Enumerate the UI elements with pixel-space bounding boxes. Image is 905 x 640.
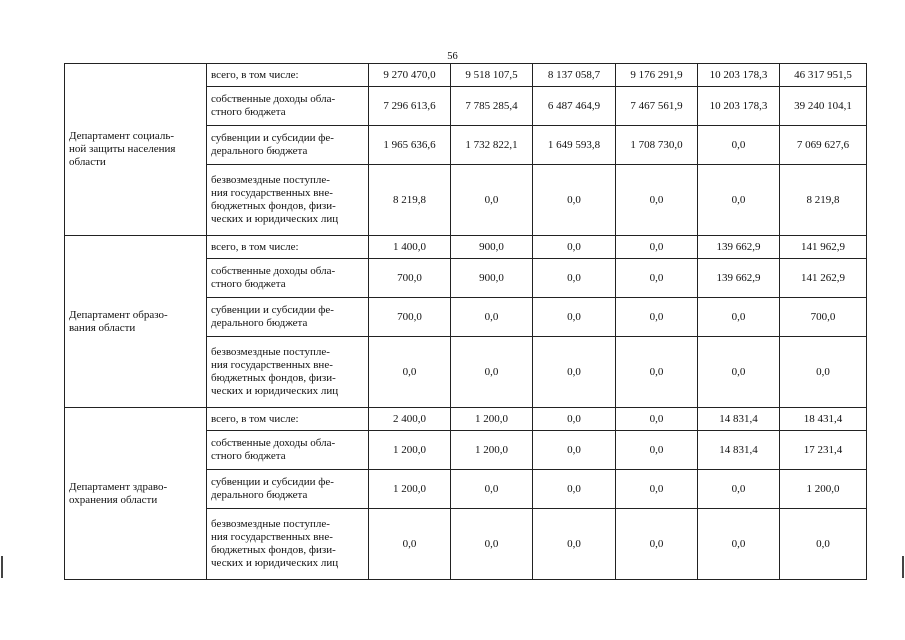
value-cell: 9 176 291,9 [616, 64, 698, 87]
value-cell: 8 219,8 [369, 165, 451, 236]
value-cell: 2 400,0 [369, 408, 451, 431]
value-cell: 0,0 [616, 165, 698, 236]
value-cell: 0,0 [533, 298, 616, 337]
row-label: субвенции и субсидии фе- дерального бюджета [207, 470, 369, 509]
value-cell: 0,0 [616, 431, 698, 470]
value-cell: 0,0 [698, 509, 780, 580]
value-cell: 0,0 [616, 236, 698, 259]
value-cell: 0,0 [451, 470, 533, 509]
value-cell: 0,0 [616, 259, 698, 298]
value-cell: 8 219,8 [780, 165, 867, 236]
value-cell: 0,0 [533, 236, 616, 259]
value-cell: 17 231,4 [780, 431, 867, 470]
value-cell: 1 200,0 [369, 470, 451, 509]
value-cell: 141 962,9 [780, 236, 867, 259]
value-cell: 0,0 [533, 408, 616, 431]
value-cell: 0,0 [698, 298, 780, 337]
budget-table [64, 63, 867, 580]
value-cell: 1 200,0 [369, 431, 451, 470]
value-cell: 0,0 [780, 337, 867, 408]
value-cell: 8 137 058,7 [533, 64, 616, 87]
department-name: Департамент здраво- охранения области [65, 408, 207, 580]
value-cell: 0,0 [451, 509, 533, 580]
value-cell: 0,0 [451, 298, 533, 337]
value-cell: 900,0 [451, 236, 533, 259]
row-label: всего, в том числе: [207, 236, 369, 259]
value-cell: 0,0 [533, 509, 616, 580]
department-name: Департамент социаль- ной защиты населения области [65, 64, 207, 236]
value-cell: 14 831,4 [698, 408, 780, 431]
row-total [65, 236, 867, 259]
value-cell: 1 708 730,0 [616, 126, 698, 165]
value-cell: 0,0 [616, 470, 698, 509]
value-cell: 900,0 [451, 259, 533, 298]
department-name: Департамент образо- вания области [65, 236, 207, 408]
value-cell: 0,0 [616, 408, 698, 431]
value-cell: 0,0 [698, 337, 780, 408]
row-label: безвозмездные поступле- ния государственных вне- бюджетных фондов, физи- ческих и юридических лиц [207, 337, 369, 408]
value-cell: 139 662,9 [698, 259, 780, 298]
row-total [65, 64, 867, 87]
value-cell: 10 203 178,3 [698, 87, 780, 126]
value-cell: 7 069 627,6 [780, 126, 867, 165]
value-cell: 1 732 822,1 [451, 126, 533, 165]
value-cell: 700,0 [369, 298, 451, 337]
row-label: собственные доходы обла- стного бюджета [207, 259, 369, 298]
value-cell: 1 400,0 [369, 236, 451, 259]
value-cell: 46 317 951,5 [780, 64, 867, 87]
row-label: всего, в том числе: [207, 408, 369, 431]
value-cell: 14 831,4 [698, 431, 780, 470]
value-cell: 700,0 [780, 298, 867, 337]
value-cell: 0,0 [533, 259, 616, 298]
value-cell: 0,0 [698, 470, 780, 509]
value-cell: 9 270 470,0 [369, 64, 451, 87]
value-cell: 1 649 593,8 [533, 126, 616, 165]
row-total [65, 408, 867, 431]
page-number: 56 [447, 51, 458, 62]
row-label: безвозмездные поступле- ния государственных вне- бюджетных фондов, физи- ческих и юридических лиц [207, 165, 369, 236]
value-cell: 6 487 464,9 [533, 87, 616, 126]
value-cell: 0,0 [616, 298, 698, 337]
value-cell: 0,0 [533, 470, 616, 509]
value-cell: 9 518 107,5 [451, 64, 533, 87]
value-cell: 18 431,4 [780, 408, 867, 431]
value-cell: 1 200,0 [451, 431, 533, 470]
value-cell: 7 467 561,9 [616, 87, 698, 126]
value-cell: 7 785 285,4 [451, 87, 533, 126]
value-cell: 39 240 104,1 [780, 87, 867, 126]
row-label: собственные доходы обла- стного бюджета [207, 87, 369, 126]
scan-margin-mark-left [1, 556, 3, 578]
value-cell: 10 203 178,3 [698, 64, 780, 87]
value-cell: 141 262,9 [780, 259, 867, 298]
value-cell: 0,0 [369, 337, 451, 408]
row-label: всего, в том числе: [207, 64, 369, 87]
value-cell: 0,0 [616, 509, 698, 580]
value-cell: 0,0 [533, 337, 616, 408]
value-cell: 1 200,0 [451, 408, 533, 431]
value-cell: 0,0 [616, 337, 698, 408]
value-cell: 0,0 [698, 165, 780, 236]
value-cell: 0,0 [369, 509, 451, 580]
row-label: субвенции и субсидии фе- дерального бюджета [207, 298, 369, 337]
value-cell: 1 200,0 [780, 470, 867, 509]
value-cell: 0,0 [698, 126, 780, 165]
row-label: собственные доходы обла- стного бюджета [207, 431, 369, 470]
value-cell: 0,0 [533, 165, 616, 236]
row-label: безвозмездные поступле- ния государственных вне- бюджетных фондов, физи- ческих и юридических лиц [207, 509, 369, 580]
value-cell: 700,0 [369, 259, 451, 298]
value-cell: 0,0 [451, 337, 533, 408]
value-cell: 139 662,9 [698, 236, 780, 259]
value-cell: 0,0 [780, 509, 867, 580]
value-cell: 7 296 613,6 [369, 87, 451, 126]
value-cell: 0,0 [533, 431, 616, 470]
value-cell: 1 965 636,6 [369, 126, 451, 165]
scan-margin-mark-right [902, 556, 904, 578]
row-label: субвенции и субсидии фе- дерального бюджета [207, 126, 369, 165]
value-cell: 0,0 [451, 165, 533, 236]
